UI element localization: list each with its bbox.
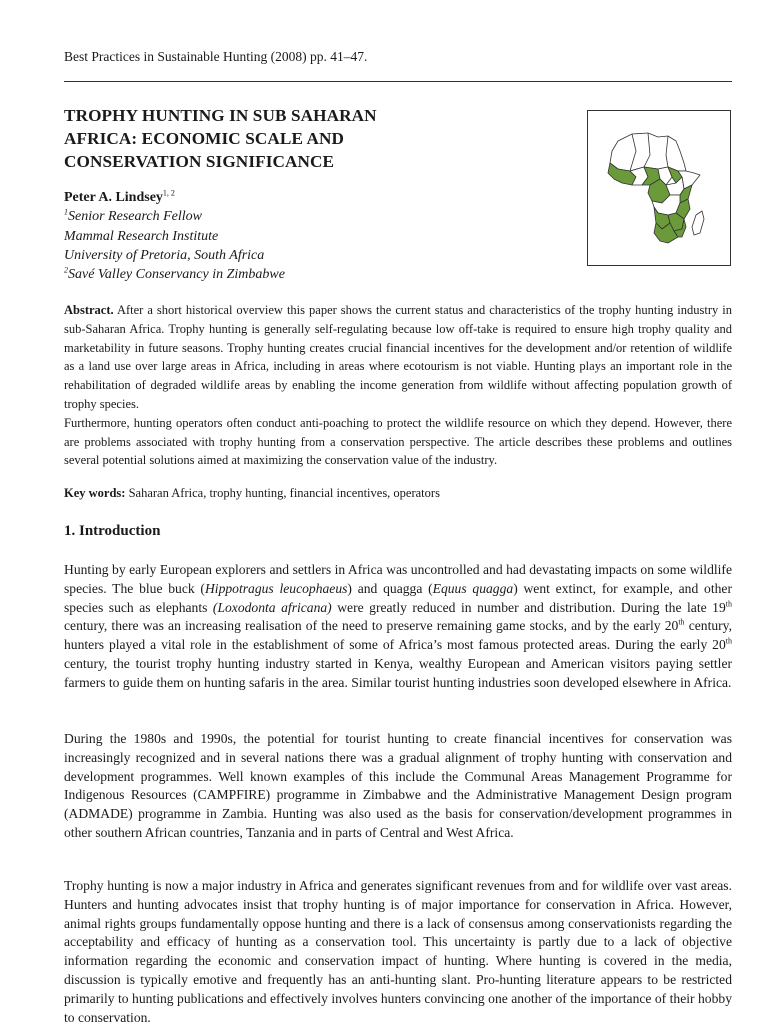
title-line: TROPHY HUNTING IN SUB SAHARAN bbox=[64, 106, 377, 125]
abstract-text-continued: Furthermore, hunting operators often conduct anti-poaching to protect the wildlife resource on which they depend. However, there are problems associated with trophy hunting from a conservation perspective. The article describes these problems and outlines several potential solutions aimed at maximizing the conservation value of the industry. bbox=[64, 415, 732, 468]
title-line: CONSERVATION SIGNIFICANCE bbox=[64, 152, 335, 171]
keywords-label: Key words: bbox=[64, 486, 126, 500]
paper-page bbox=[64, 0, 732, 1024]
keywords bbox=[64, 486, 440, 501]
body-paragraph: During the 1980s and 1990s, the potential for tourist hunting to create financial incentives for conservation was increasingly recognized and in several nations there was a gradual alignment of trophy hunting with conservation and development programmes. Well known examples of this include the Communal Areas Management Programme for Indigenous Resources (CAMPFIRE) programme in Zimbabwe and the Administrative Management Design program (ADMADE) programme in Zambia. Hunting was also used as the basis for conservation/development programmes in other southern African countries, Tanzania and in parts of Central and West Africa. bbox=[64, 731, 732, 840]
section-heading: 1. Introduction bbox=[64, 523, 161, 539]
affiliation-line: $^1$Senior Research Fellow bbox=[64, 207, 203, 225]
africa-map-figure bbox=[587, 110, 731, 266]
affiliation-line: University of Pretoria, South Africa bbox=[64, 247, 265, 263]
abstract-text: After a short historical overview this paper shows the current status and characteristics of the trophy hunting industry in sub-Saharan Africa. Trophy hunting is generally self-regulating because low off-take is required to ensure high trophy quality and marketability in future seasons. Trophy hunting creates crucial financial incentives for the development and/or retention of wildlife as a land use over large areas in Africa, including in areas where ecotourism is not viable. Hunting plays an important role in the rehabilitation of degraded wildlife areas by enabling the income generation from wildlife without affecting population growth of trophy species. bbox=[64, 303, 733, 411]
running-head: Best Practices in Sustainable Hunting (2008) pp. 41–47. bbox=[64, 49, 368, 64]
author-superscript: 1, 2 bbox=[162, 188, 175, 198]
author-name: Peter A. Lindsey bbox=[64, 190, 163, 205]
affiliation-line: $^2$Savé Valley Conservancy in Zimbabwe bbox=[64, 265, 285, 283]
header-rule bbox=[64, 81, 732, 82]
affiliation-line: Mammal Research Institute bbox=[64, 228, 219, 244]
keywords-text: Saharan Africa, trophy hunting, financial incentives, operators bbox=[128, 486, 440, 500]
africa-map-icon bbox=[588, 111, 730, 265]
body-paragraph: Trophy hunting is now a major industry in Africa and generates significant revenues from and for wildlife over vast areas. Hunters and hunting advocates insist that trophy hunting is of major importance for conservation in Africa. However, animal rights groups fundamentally oppose hunting and there is a lack of consensus among conservationists regarding the acceptability and efficacy of hunting as a conservation tool. This uncertainty is partly due to a lack of objective information regarding the economic and conservation impact of hunting. Where hunting is covered in the media, discussion is typically emotive and frequently has an anti-hunting slant. Pro-hunting literature appears to be restricted primarily to hunting publications and effectively involves hunters convincing one another of the importance of their hobby to conservation. bbox=[64, 878, 732, 1025]
abstract-label: Abstract. bbox=[64, 303, 114, 317]
abstract bbox=[64, 301, 732, 470]
paper-title bbox=[64, 104, 494, 173]
author-block bbox=[64, 188, 285, 284]
body-paragraph: Hunting by early European explorers and settlers in Africa was uncontrolled and had devastating impacts on some wildlife species. The blue buck (Hippotragus leucophaeus) and quagga (Equus quagga) went extinct, for example, and other species such as elephants (Loxodonta africana) were greatly reduced in number and distribution. During the late 19th century, there was an increasing realisation of the need to preserve remaining game stocks, and by the early 20th century, hunters played a vital role in the establishment of some of Africa’s most famous protected areas. During the early 20th century, the tourist trophy hunting industry started in Kenya, wealthy European and American visitors paying settler farmers to guide them on hunting safaris in the area. Similar tourist hunting industries soon developed elsewhere in Africa. bbox=[64, 562, 732, 690]
title-line: AFRICA: ECONOMIC SCALE AND bbox=[64, 129, 344, 148]
